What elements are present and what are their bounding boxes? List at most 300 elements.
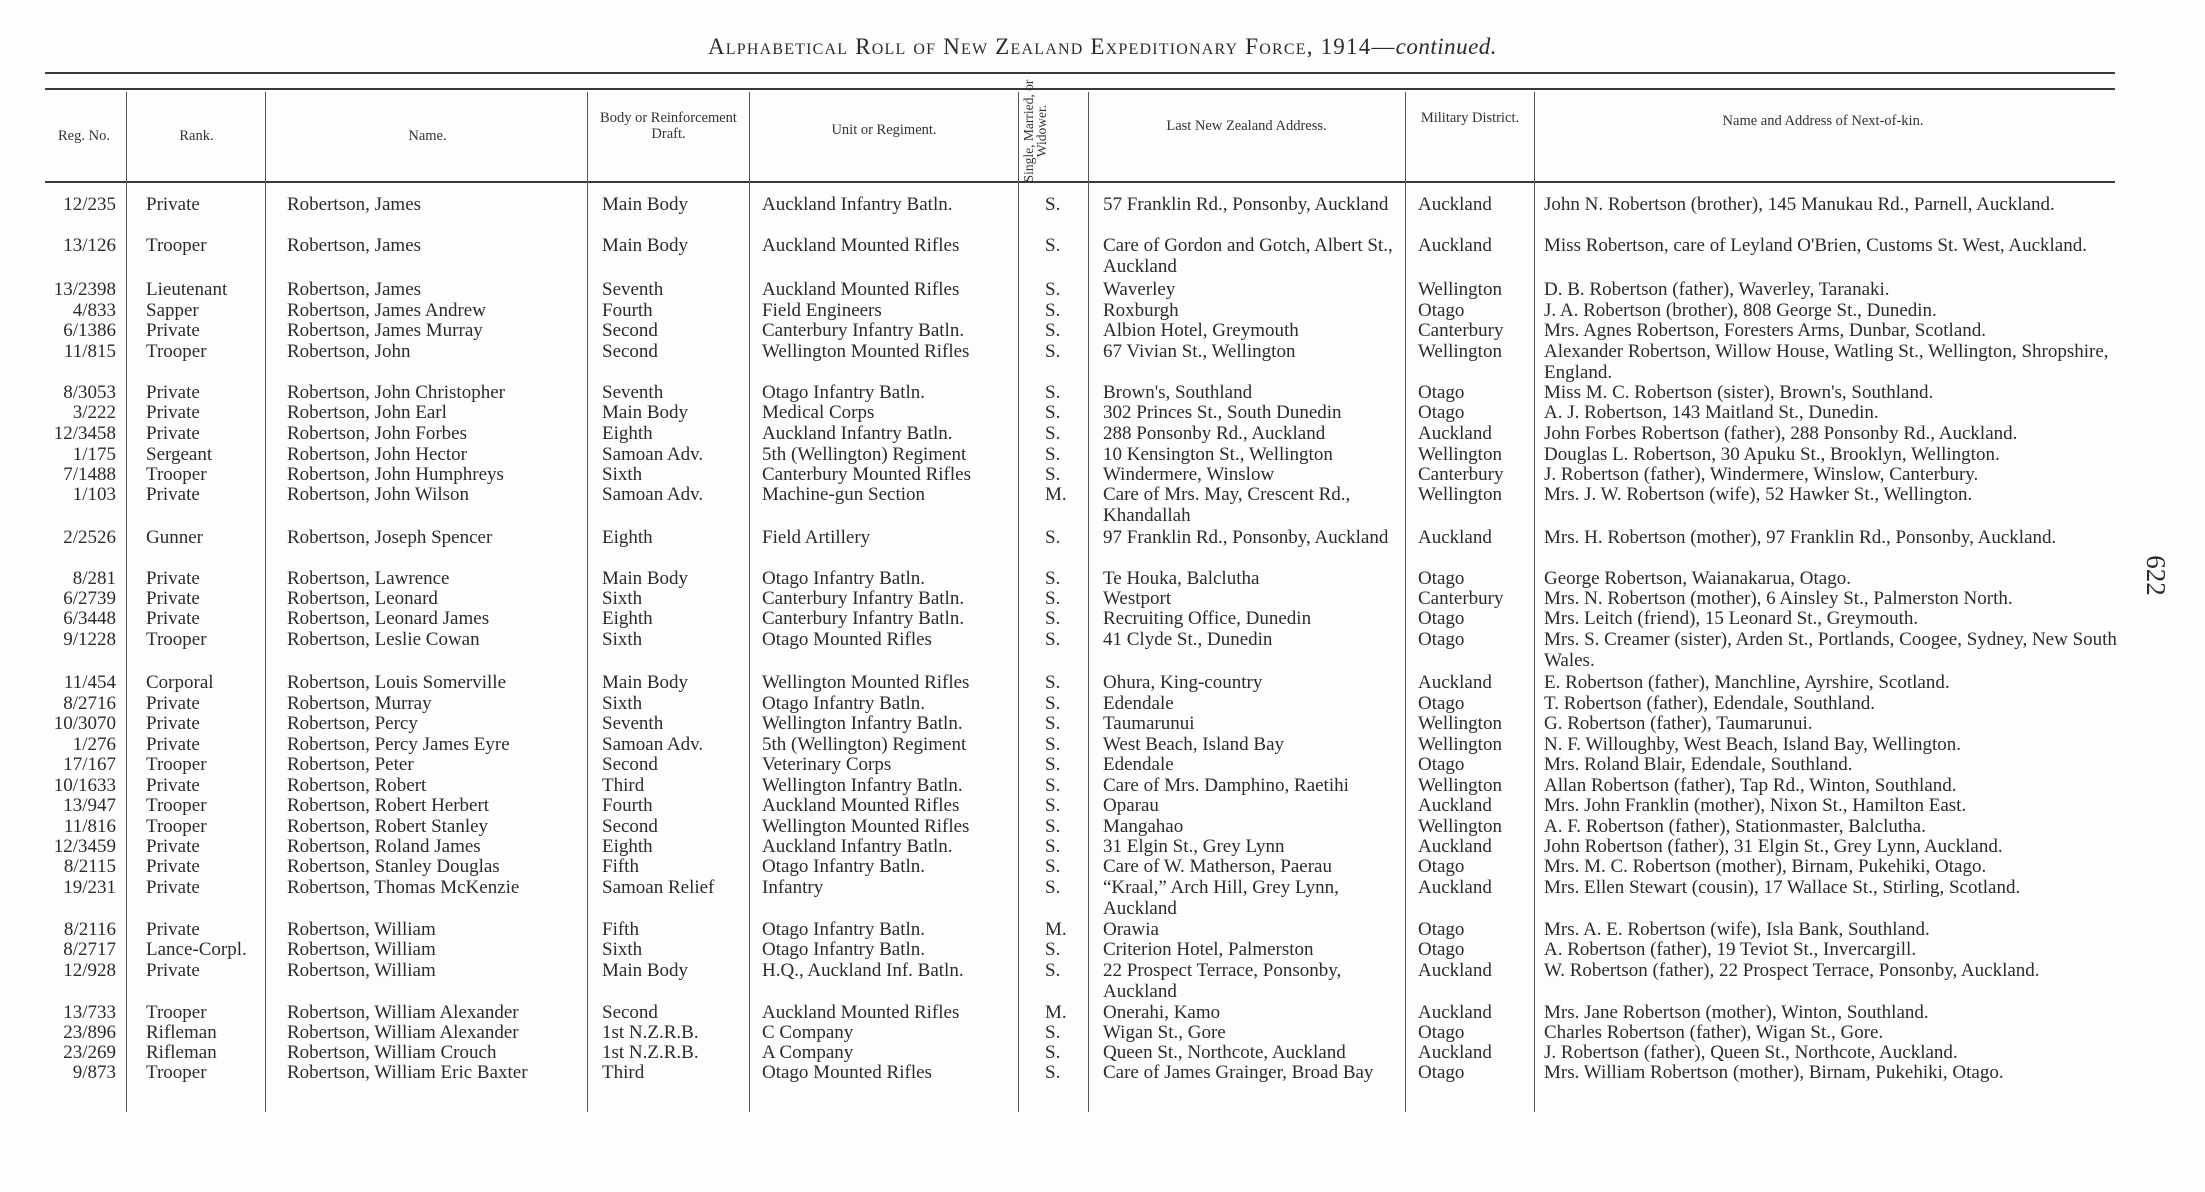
cell-name: Robertson, Stanley Douglas [287, 856, 500, 877]
cell-address: West Beach, Island Bay [1103, 734, 1285, 755]
cell-body-draft: Samoan Adv. [602, 734, 704, 755]
cell-military-district: Wellington [1418, 816, 1502, 837]
column-divider [1088, 92, 1089, 1112]
column-divider [587, 92, 588, 1112]
cell-name: Robertson, John Christopher [287, 382, 505, 403]
cell-unit: Otago Mounted Rifles [762, 629, 932, 650]
cell-unit: Canterbury Infantry Batln. [762, 320, 965, 341]
cell-body-draft: Eighth [602, 423, 653, 444]
cell-reg-no: 13/947 [63, 795, 116, 816]
cell-reg-no: 12/3459 [53, 836, 116, 857]
cell-military-district: Otago [1418, 939, 1465, 960]
cell-unit: Otago Infantry Batln. [762, 919, 926, 940]
cell-address: 22 Prospect Terrace, Ponsonby, Auckland [1103, 960, 1342, 1002]
cell-address: Edendale [1103, 754, 1174, 775]
cell-next-of-kin: J. A. Robertson (brother), 808 George St., Dunedin. [1544, 300, 1937, 321]
cell-next-of-kin: E. Robertson (father), Manchline, Ayrshire, Scotland. [1544, 672, 1950, 693]
cell-address: Onerahi, Kamo [1103, 1002, 1221, 1023]
cell-next-of-kin: Mrs. John Franklin (mother), Nixon St., Hamilton East. [1544, 795, 1967, 816]
cell-address: Brown's, Southland [1103, 382, 1253, 403]
cell-body-draft: Second [602, 341, 658, 362]
cell-unit: Machine-gun Section [762, 484, 926, 505]
cell-name: Robertson, Murray [287, 693, 432, 714]
cell-next-of-kin: Charles Robertson (father), Wigan St., Gore. [1544, 1022, 1884, 1043]
cell-unit: Veterinary Corps [762, 754, 892, 775]
cell-name: Robertson, John Earl [287, 402, 447, 423]
cell-name: Robertson, Percy [287, 713, 418, 734]
cell-rank: Private [146, 588, 200, 609]
cell-unit: Wellington Infantry Batln. [762, 775, 963, 796]
cell-rank: Trooper [146, 464, 207, 485]
cell-rank: Private [146, 320, 200, 341]
cell-next-of-kin: Mrs. Ellen Stewart (cousin), 17 Wallace St., Stirling, Scotland. [1544, 877, 2021, 898]
cell-military-district: Wellington [1418, 279, 1502, 300]
cell-next-of-kin: G. Robertson (father), Taumarunui. [1544, 713, 1813, 734]
cell-next-of-kin: Mrs. A. E. Robertson (wife), Isla Bank, Southland. [1544, 919, 1930, 940]
cell-unit: Infantry [762, 877, 824, 898]
cell-unit: Wellington Mounted Rifles [762, 341, 970, 362]
cell-reg-no: 23/896 [63, 1022, 116, 1043]
column-divider [749, 92, 750, 1112]
cell-rank: Private [146, 877, 200, 898]
cell-marital-status: S. [1045, 713, 1061, 734]
cell-next-of-kin: Mrs. N. Robertson (mother), 6 Ainsley St., Palmerston North. [1544, 588, 2013, 609]
cell-next-of-kin: Allan Robertson (father), Tap Rd., Winton, Southland. [1544, 775, 1957, 796]
cell-address: Mangahao [1103, 816, 1184, 837]
cell-marital-status: S. [1045, 608, 1061, 629]
top-rule [45, 72, 2115, 74]
cell-address: Roxburgh [1103, 300, 1179, 321]
cell-rank: Private [146, 713, 200, 734]
cell-marital-status: S. [1045, 693, 1061, 714]
cell-rank: Private [146, 775, 200, 796]
cell-marital-status: S. [1045, 960, 1061, 981]
cell-military-district: Auckland [1418, 527, 1492, 548]
cell-marital-status: S. [1045, 795, 1061, 816]
cell-military-district: Wellington [1418, 484, 1502, 505]
cell-rank: Private [146, 960, 200, 981]
cell-next-of-kin: J. Robertson (father), Queen St., Northcote, Auckland. [1544, 1042, 1958, 1063]
cell-next-of-kin: Mrs. William Robertson (mother), Birnam, Pukehiki, Otago. [1544, 1062, 2004, 1083]
cell-body-draft: Main Body [602, 194, 689, 215]
cell-body-draft: Third [602, 1062, 645, 1083]
cell-military-district: Otago [1418, 300, 1465, 321]
cell-unit: Otago Infantry Batln. [762, 568, 926, 589]
cell-name: Robertson, John Wilson [287, 484, 470, 505]
cell-name: Robertson, John Forbes [287, 423, 467, 444]
page-title [0, 34, 2205, 60]
cell-unit: 5th (Wellington) Regiment [762, 734, 967, 755]
cell-unit: Canterbury Infantry Batln. [762, 608, 965, 629]
cell-name: Robertson, Robert Herbert [287, 795, 490, 816]
cell-military-district: Otago [1418, 608, 1465, 629]
cell-military-district: Otago [1418, 1022, 1465, 1043]
cell-military-district: Otago [1418, 568, 1465, 589]
cell-marital-status: S. [1045, 464, 1061, 485]
cell-reg-no: 10/3070 [53, 713, 116, 734]
cell-address: Te Houka, Balclutha [1103, 568, 1260, 589]
cell-military-district: Otago [1418, 629, 1465, 650]
cell-reg-no: 12/235 [63, 194, 116, 215]
cell-marital-status: S. [1045, 1062, 1061, 1083]
cell-address: 67 Vivian St., Wellington [1103, 341, 1296, 362]
header-next-of-kin: Name and Address of Next-of-kin. [1722, 113, 1924, 129]
cell-body-draft: Sixth [602, 939, 643, 960]
cell-name: Robertson, Peter [287, 754, 414, 775]
cell-address: Westport [1103, 588, 1172, 609]
cell-marital-status: M. [1045, 1002, 1067, 1023]
cell-marital-status: S. [1045, 775, 1061, 796]
header-reg-no: Reg. No. [58, 128, 110, 144]
cell-reg-no: 11/815 [63, 341, 116, 362]
cell-marital-status: S. [1045, 300, 1061, 321]
cell-name: Robertson, William Eric Baxter [287, 1062, 528, 1083]
column-divider [1018, 92, 1019, 1112]
cell-unit: Canterbury Infantry Batln. [762, 588, 965, 609]
cell-next-of-kin: Mrs. M. C. Robertson (mother), Birnam, Pukehiki, Otago. [1544, 856, 1987, 877]
cell-marital-status: S. [1045, 320, 1061, 341]
cell-body-draft: Eighth [602, 527, 653, 548]
cell-body-draft: Second [602, 1002, 658, 1023]
cell-reg-no: 6/3448 [63, 608, 116, 629]
column-divider [126, 92, 127, 1112]
cell-unit: Auckland Mounted Rifles [762, 279, 960, 300]
cell-rank: Private [146, 423, 200, 444]
cell-next-of-kin: Mrs. S. Creamer (sister), Arden St., Portlands, Coogee, Sydney, New South Wales. [1544, 629, 2117, 671]
cell-marital-status: M. [1045, 919, 1067, 940]
cell-military-district: Otago [1418, 382, 1465, 403]
cell-reg-no: 17/167 [63, 754, 116, 775]
cell-military-district: Otago [1418, 754, 1465, 775]
cell-unit: Canterbury Mounted Rifles [762, 464, 971, 485]
cell-name: Robertson, James [287, 235, 422, 256]
cell-unit: Medical Corps [762, 402, 875, 423]
cell-name: Robertson, James Murray [287, 320, 483, 341]
cell-address: Windermere, Winslow [1103, 464, 1275, 485]
cell-military-district: Canterbury [1418, 320, 1504, 341]
cell-body-draft: Main Body [602, 672, 689, 693]
cell-body-draft: Samoan Relief [602, 877, 715, 898]
title-suffix: continued. [1395, 34, 1498, 59]
cell-address: 41 Clyde St., Dunedin [1103, 629, 1273, 650]
column-divider [1534, 92, 1535, 1112]
cell-reg-no: 13/126 [63, 235, 116, 256]
cell-military-district: Wellington [1418, 775, 1502, 796]
cell-military-district: Otago [1418, 402, 1465, 423]
cell-name: Robertson, William [287, 939, 436, 960]
cell-address: Care of Gordon and Gotch, Albert St., Auckland [1103, 235, 1393, 277]
cell-body-draft: Fifth [602, 856, 639, 877]
cell-body-draft: Fourth [602, 300, 653, 321]
cell-rank: Trooper [146, 629, 207, 650]
header-address: Last New Zealand Address. [1166, 118, 1327, 134]
cell-name: Robertson, John Hector [287, 444, 467, 465]
cell-next-of-kin: Mrs. H. Robertson (mother), 97 Franklin Rd., Ponsonby, Auckland. [1544, 527, 2057, 548]
cell-address: 97 Franklin Rd., Ponsonby, Auckland [1103, 527, 1389, 548]
cell-body-draft: Main Body [602, 235, 689, 256]
cell-marital-status: S. [1045, 235, 1061, 256]
cell-address: Orawia [1103, 919, 1159, 940]
cell-rank: Sapper [146, 300, 199, 321]
cell-body-draft: Second [602, 754, 658, 775]
cell-rank: Gunner [146, 527, 203, 548]
cell-military-district: Wellington [1418, 734, 1502, 755]
cell-body-draft: Fourth [602, 795, 653, 816]
cell-body-draft: Main Body [602, 960, 689, 981]
cell-next-of-kin: George Robertson, Waianakarua, Otago. [1544, 568, 1851, 589]
cell-body-draft: Seventh [602, 713, 664, 734]
cell-rank: Private [146, 568, 200, 589]
cell-reg-no: 1/175 [72, 444, 116, 465]
cell-next-of-kin: Miss Robertson, care of Leyland O'Brien, Customs St. West, Auckland. [1544, 235, 2087, 256]
cell-reg-no: 10/1633 [53, 775, 116, 796]
cell-address: “Kraal,” Arch Hill, Grey Lynn, Auckland [1103, 877, 1339, 919]
cell-address: 288 Ponsonby Rd., Auckland [1103, 423, 1326, 444]
cell-next-of-kin: Douglas L. Robertson, 30 Apuku St., Brooklyn, Wellington. [1544, 444, 2000, 465]
cell-body-draft: Sixth [602, 693, 643, 714]
cell-rank: Trooper [146, 816, 207, 837]
cell-name: Robertson, Robert Stanley [287, 816, 489, 837]
cell-marital-status: S. [1045, 877, 1061, 898]
cell-address: Waverley [1103, 279, 1176, 300]
cell-address: Care of Mrs. Damphino, Raetihi [1103, 775, 1349, 796]
cell-name: Robertson, James Andrew [287, 300, 486, 321]
cell-military-district: Canterbury [1418, 588, 1504, 609]
cell-military-district: Auckland [1418, 672, 1492, 693]
cell-rank: Private [146, 608, 200, 629]
cell-military-district: Otago [1418, 1062, 1465, 1083]
cell-unit: Wellington Mounted Rifles [762, 672, 970, 693]
cell-name: Robertson, William Alexander [287, 1002, 519, 1023]
cell-military-district: Auckland [1418, 795, 1492, 816]
cell-rank: Private [146, 919, 200, 940]
cell-name: Robertson, Louis Somerville [287, 672, 507, 693]
cell-unit: Otago Infantry Batln. [762, 856, 926, 877]
cell-reg-no: 12/3458 [53, 423, 116, 444]
cell-name: Robertson, William [287, 960, 436, 981]
cell-unit: Otago Mounted Rifles [762, 1062, 932, 1083]
cell-unit: Auckland Mounted Rifles [762, 1002, 960, 1023]
cell-reg-no: 19/231 [63, 877, 116, 898]
cell-reg-no: 3/222 [72, 402, 116, 423]
cell-marital-status: S. [1045, 444, 1061, 465]
cell-reg-no: 8/2115 [63, 856, 116, 877]
cell-marital-status: S. [1045, 527, 1061, 548]
cell-unit: Auckland Mounted Rifles [762, 235, 960, 256]
cell-next-of-kin: John N. Robertson (brother), 145 Manukau Rd., Parnell, Auckland. [1544, 194, 2055, 215]
cell-rank: Private [146, 484, 200, 505]
cell-next-of-kin: Miss M. C. Robertson (sister), Brown's, Southland. [1544, 382, 1934, 403]
cell-unit: Otago Infantry Batln. [762, 939, 926, 960]
header-rank: Rank. [179, 128, 214, 144]
header-bottom-rule [45, 181, 2115, 183]
cell-marital-status: S. [1045, 939, 1061, 960]
header-status-text: Single, Married, or Widower. [1021, 79, 1049, 183]
cell-address: Queen St., Northcote, Auckland [1103, 1042, 1346, 1063]
cell-body-draft: 1st N.Z.R.B. [602, 1042, 699, 1063]
cell-address: Care of James Grainger, Broad Bay [1103, 1062, 1374, 1083]
cell-address: Taumarunui [1103, 713, 1195, 734]
cell-body-draft: Eighth [602, 836, 653, 857]
cell-reg-no: 13/2398 [53, 279, 116, 300]
cell-unit: Wellington Mounted Rifles [762, 816, 970, 837]
cell-rank: Private [146, 194, 200, 215]
cell-marital-status: S. [1045, 836, 1061, 857]
cell-address: Albion Hotel, Greymouth [1103, 320, 1299, 341]
cell-body-draft: Sixth [602, 588, 643, 609]
cell-address: 302 Princes St., South Dunedin [1103, 402, 1342, 423]
cell-marital-status: S. [1045, 754, 1061, 775]
cell-rank: Sergeant [146, 444, 213, 465]
cell-next-of-kin: A. Robertson (father), 19 Teviot St., Invercargill. [1544, 939, 1917, 960]
cell-name: Robertson, Thomas McKenzie [287, 877, 520, 898]
cell-rank: Rifleman [146, 1042, 217, 1063]
cell-rank: Private [146, 382, 200, 403]
page-number: 622 [2140, 555, 2171, 596]
cell-reg-no: 8/2116 [63, 919, 116, 940]
cell-address: Care of Mrs. May, Crescent Rd., Khandallah [1103, 484, 1351, 526]
cell-name: Robertson, Leonard [287, 588, 438, 609]
cell-military-district: Auckland [1418, 423, 1492, 444]
cell-name: Robertson, James [287, 194, 422, 215]
cell-reg-no: 2/2526 [63, 527, 116, 548]
cell-rank: Private [146, 856, 200, 877]
cell-unit: Otago Infantry Batln. [762, 382, 926, 403]
cell-name: Robertson, Robert [287, 775, 427, 796]
cell-marital-status: S. [1045, 629, 1061, 650]
cell-rank: Trooper [146, 754, 207, 775]
cell-rank: Private [146, 734, 200, 755]
cell-next-of-kin: N. F. Willoughby, West Beach, Island Bay, Wellington. [1544, 734, 1962, 755]
cell-unit: Auckland Infantry Batln. [762, 423, 953, 444]
cell-military-district: Wellington [1418, 341, 1502, 362]
cell-next-of-kin: W. Robertson (father), 22 Prospect Terrace, Ponsonby, Auckland. [1544, 960, 2040, 981]
cell-body-draft: Eighth [602, 608, 653, 629]
cell-name: Robertson, William Alexander [287, 1022, 519, 1043]
header-body: Body or Reinforcement Draft. [600, 110, 737, 142]
cell-body-draft: Fifth [602, 919, 639, 940]
cell-name: Robertson, Roland James [287, 836, 481, 857]
cell-address: Care of W. Matherson, Paerau [1103, 856, 1332, 877]
cell-reg-no: 1/276 [72, 734, 116, 755]
cell-military-district: Auckland [1418, 235, 1492, 256]
cell-name: Robertson, John [287, 341, 411, 362]
cell-unit: C Company [762, 1022, 854, 1043]
cell-name: Robertson, Leonard James [287, 608, 490, 629]
cell-next-of-kin: Mrs. Agnes Robertson, Foresters Arms, Dunbar, Scotland. [1544, 320, 1987, 341]
cell-reg-no: 7/1488 [63, 464, 116, 485]
cell-next-of-kin: A. J. Robertson, 143 Maitland St., Dunedin. [1544, 402, 1879, 423]
cell-reg-no: 8/281 [72, 568, 116, 589]
cell-body-draft: Second [602, 320, 658, 341]
cell-reg-no: 23/269 [63, 1042, 116, 1063]
cell-marital-status: S. [1045, 856, 1061, 877]
cell-reg-no: 9/873 [72, 1062, 116, 1083]
cell-unit: Field Artillery [762, 527, 871, 548]
cell-unit: Wellington Infantry Batln. [762, 713, 963, 734]
cell-rank: Trooper [146, 341, 207, 362]
header-unit: Unit or Regiment. [831, 122, 937, 138]
cell-military-district: Auckland [1418, 836, 1492, 857]
cell-next-of-kin: John Robertson (father), 31 Elgin St., Grey Lynn, Auckland. [1544, 836, 2003, 857]
cell-marital-status: S. [1045, 341, 1061, 362]
cell-military-district: Otago [1418, 693, 1465, 714]
cell-reg-no: 11/454 [63, 672, 116, 693]
cell-name: Robertson, Leslie Cowan [287, 629, 480, 650]
cell-military-district: Otago [1418, 856, 1465, 877]
cell-marital-status: S. [1045, 734, 1061, 755]
cell-body-draft: 1st N.Z.R.B. [602, 1022, 699, 1043]
header-name: Name. [408, 128, 447, 144]
cell-military-district: Auckland [1418, 1042, 1492, 1063]
cell-reg-no: 8/2716 [63, 693, 116, 714]
cell-military-district: Auckland [1418, 1002, 1492, 1023]
cell-unit: 5th (Wellington) Regiment [762, 444, 967, 465]
cell-military-district: Auckland [1418, 960, 1492, 981]
cell-next-of-kin: Mrs. Roland Blair, Edendale, Southland. [1544, 754, 1853, 775]
cell-unit: H.Q., Auckland Inf. Batln. [762, 960, 964, 981]
cell-rank: Private [146, 693, 200, 714]
cell-name: Robertson, Lawrence [287, 568, 450, 589]
cell-name: Robertson, William Crouch [287, 1042, 497, 1063]
cell-body-draft: Main Body [602, 568, 689, 589]
cell-body-draft: Main Body [602, 402, 689, 423]
cell-marital-status: S. [1045, 816, 1061, 837]
cell-next-of-kin: T. Robertson (father), Edendale, Southland. [1544, 693, 1875, 714]
cell-military-district: Auckland [1418, 194, 1492, 215]
cell-rank: Trooper [146, 1002, 207, 1023]
cell-marital-status: S. [1045, 1022, 1061, 1043]
cell-reg-no: 6/2739 [63, 588, 116, 609]
cell-next-of-kin: Mrs. Jane Robertson (mother), Winton, Southland. [1544, 1002, 1929, 1023]
cell-address: 57 Franklin Rd., Ponsonby, Auckland [1103, 194, 1389, 215]
cell-marital-status: S. [1045, 194, 1061, 215]
cell-military-district: Otago [1418, 919, 1465, 940]
cell-address: 10 Kensington St., Wellington [1103, 444, 1333, 465]
cell-reg-no: 8/2717 [63, 939, 116, 960]
cell-rank: Private [146, 402, 200, 423]
cell-marital-status: M. [1045, 484, 1067, 505]
cell-reg-no: 6/1386 [63, 320, 116, 341]
cell-rank: Rifleman [146, 1022, 217, 1043]
cell-name: Robertson, Percy James Eyre [287, 734, 510, 755]
cell-unit: Auckland Mounted Rifles [762, 795, 960, 816]
cell-body-draft: Sixth [602, 464, 643, 485]
cell-military-district: Canterbury [1418, 464, 1504, 485]
cell-unit: Otago Infantry Batln. [762, 693, 926, 714]
cell-marital-status: S. [1045, 568, 1061, 589]
cell-address: Oparau [1103, 795, 1159, 816]
cell-unit: Auckland Infantry Batln. [762, 836, 953, 857]
cell-next-of-kin: Mrs. Leitch (friend), 15 Leonard St., Greymouth. [1544, 608, 1919, 629]
cell-body-draft: Seventh [602, 279, 664, 300]
cell-rank: Trooper [146, 795, 207, 816]
cell-next-of-kin: A. F. Robertson (father), Stationmaster, Balclutha. [1544, 816, 1926, 837]
cell-rank: Private [146, 836, 200, 857]
cell-reg-no: 13/733 [63, 1002, 116, 1023]
cell-body-draft: Samoan Adv. [602, 484, 704, 505]
cell-name: Robertson, John Humphreys [287, 464, 504, 485]
cell-rank: Corporal [146, 672, 214, 693]
cell-reg-no: 1/103 [72, 484, 116, 505]
cell-reg-no: 11/816 [63, 816, 116, 837]
cell-rank: Lance-Corpl. [146, 939, 247, 960]
cell-reg-no: 8/3053 [63, 382, 116, 403]
cell-address: 31 Elgin St., Grey Lynn [1103, 836, 1285, 857]
cell-body-draft: Samoan Adv. [602, 444, 704, 465]
cell-address: Wigan St., Gore [1103, 1022, 1226, 1043]
cell-body-draft: Second [602, 816, 658, 837]
